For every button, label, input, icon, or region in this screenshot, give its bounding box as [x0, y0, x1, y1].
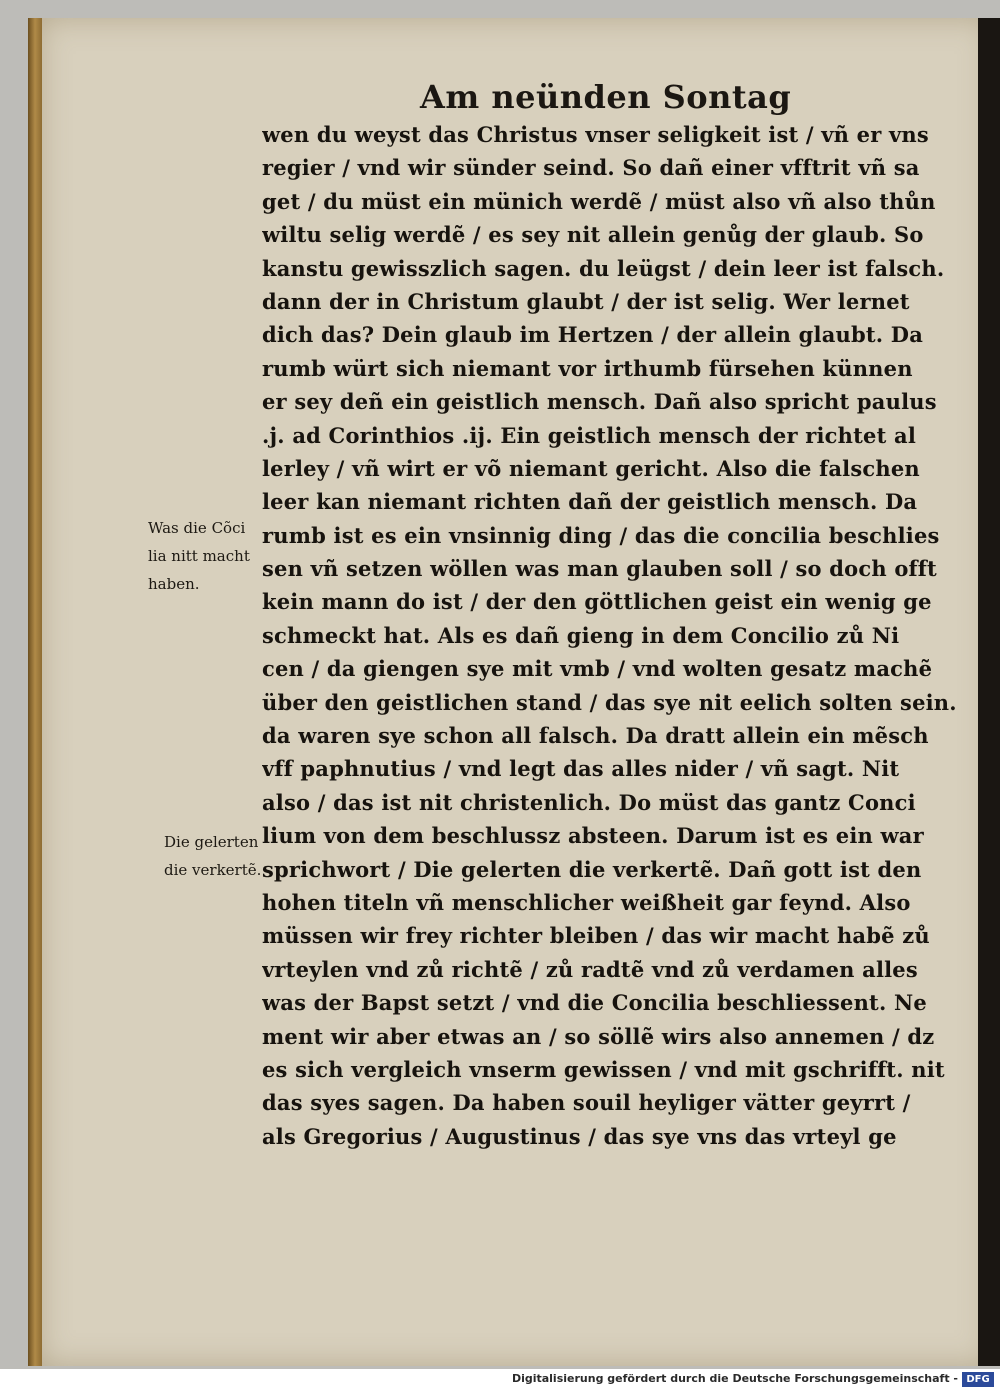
margin-note-line: Was die Cõci: [148, 519, 246, 537]
text-line: es sich vergleich vnserm gewissen / vnd mit gschrifft. nit: [262, 1056, 945, 1082]
running-title: Am neünden Sontag: [420, 78, 792, 116]
margin-note-gelerten: [164, 828, 261, 884]
body-text: [262, 118, 962, 1153]
text-line: lerley / vñ wirt er võ niemant gericht. Also die falschen: [262, 455, 920, 481]
margin-note-line: die verkertẽ.: [164, 861, 262, 879]
text-line: vrteylen vnd zů richtẽ / zů radtẽ vnd zů verdamen alles: [262, 956, 918, 982]
text-line: ment wir aber etwas an / so söllẽ wirs also annemen / dz: [262, 1023, 935, 1049]
text-line: hohen titeln vñ menschlicher weißheit gar feynd. Also: [262, 889, 911, 915]
text-line: da waren sye schon all falsch. Da dratt allein ein mẽsch: [262, 723, 929, 749]
text-line: als Gregorius / Augustinus / das sye vns das vrteyl ge: [262, 1123, 897, 1149]
text-line: rumb ist es ein vnsinnig ding / das die concilia beschlies: [262, 522, 940, 548]
text-line: über den geistlichen stand / das sye nit eelich solten sein.: [262, 689, 957, 715]
text-line: leer kan niemant richten dañ der geistlich mensch. Da: [262, 489, 918, 515]
footer-bar: [0, 1369, 1000, 1390]
text-line: wiltu selig werdẽ / es sey nit allein genůg der glaub. So: [262, 222, 924, 248]
dfg-logo: DFG: [962, 1372, 994, 1387]
text-line: kanstu gewisszlich sagen. du leügst / dein leer ist falsch.: [262, 255, 945, 281]
funding-credit: Digitalisierung gefördert durch die Deutsche Forschungsgemeinschaft -: [511, 1372, 958, 1385]
text-line: schmeckt hat. Als es dañ gieng in dem Concilio zů Ni: [262, 622, 900, 648]
text-line: dann der in Christum glaubt / der ist selig. Wer lernet: [262, 288, 910, 314]
text-line: sen vñ setzen wöllen was man glauben soll / so doch offt: [262, 556, 937, 582]
text-line: .j. ad Corinthios .ij. Ein geistlich mensch der richtet al: [262, 422, 916, 448]
text-line: das syes sagen. Da haben souil heyliger vätter geyrrt /: [262, 1090, 911, 1116]
text-line: wen du weyst das Christus vnser seligkeit ist / vñ er vns: [262, 122, 929, 147]
text-line: also / das ist nit christenlich. Do müst das gantz Conci: [262, 789, 916, 815]
text-line: rumb würt sich niemant vor irthumb fürsehen künnen: [262, 355, 913, 381]
text-line: regier / vnd wir sünder seind. So dañ einer vfftrit vñ sa: [262, 155, 920, 181]
text-line: kein mann do ist / der den göttlichen geist ein wenig ge: [262, 589, 932, 615]
text-line: dich das? Dein glaub im Hertzen / der allein glaubt. Da: [262, 322, 923, 348]
text-line: get / du müst ein münich werdẽ / müst also vñ also thůn: [262, 188, 936, 214]
margin-note-line: haben.: [148, 575, 200, 593]
margin-note-line: lia nitt macht: [148, 547, 250, 565]
text-line: vff paphnutius / vnd legt das alles nider / vñ sagt. Nit: [262, 756, 900, 782]
text-line: er sey deñ ein geistlich mensch. Dañ also spricht paulus: [262, 389, 937, 415]
text-line: müssen wir frey richter bleiben / das wir macht habẽ zů: [262, 923, 930, 949]
page-edge-shadow: [978, 18, 1000, 1366]
margin-note-concilia: [148, 514, 250, 598]
book-spine: [28, 18, 42, 1366]
text-line: was der Bapst setzt / vnd die Concilia beschliessent. Ne: [262, 990, 927, 1016]
text-line: cen / da giengen sye mit vmb / vnd wolten gesatz machẽ: [262, 656, 933, 682]
text-line: lium von dem beschlussz absteen. Darum ist es ein war: [262, 823, 924, 849]
margin-note-line: Die gelerten: [164, 833, 259, 851]
text-line: sprichwort / Die gelerten die verkertẽ. Dañ gott ist den: [262, 856, 922, 882]
